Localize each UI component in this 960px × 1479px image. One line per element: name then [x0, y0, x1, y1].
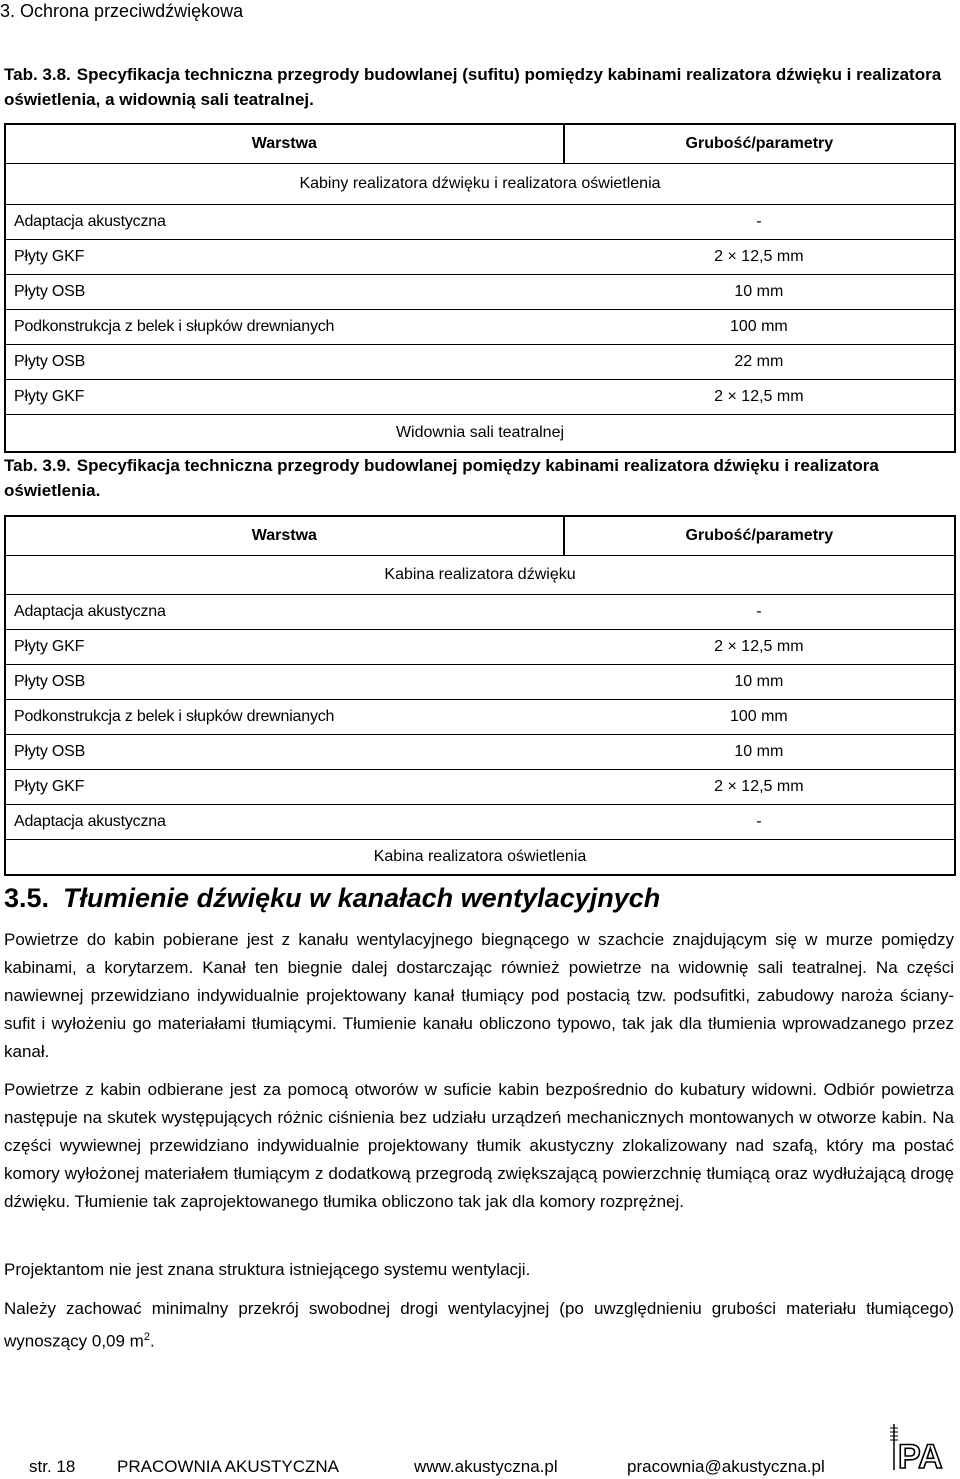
section-title: Tłumienie dźwięku w kanałach wentylacyjnych [63, 883, 661, 913]
table2-caption-label: Tab. 3.9. [4, 456, 71, 475]
table-row [5, 345, 955, 380]
table2-row-layer: Adaptacja akustyczna [5, 805, 564, 840]
table2-caption [4, 453, 944, 503]
table2-top-label: Kabina realizatora dźwięku [5, 556, 955, 595]
table1-col-layer: Warstwa [5, 124, 564, 164]
table1-col-params: Grubość/parametry [564, 124, 955, 164]
paragraph-4-text [4, 1295, 954, 1356]
footer-page: str. 18 [29, 1457, 76, 1476]
table2-row-value: 2 × 12,5 mm [564, 770, 955, 805]
table-row [5, 380, 955, 415]
paragraph-2 [4, 1076, 954, 1216]
table1-top-label: Kabiny realizatora dźwięku i realizatora oświetlenia [5, 164, 955, 205]
section-heading [4, 878, 660, 918]
paragraph-4-tail: . [149, 1331, 155, 1351]
table2-row-layer: Adaptacja akustyczna [5, 595, 564, 630]
table1-caption-text: Specyfikacja techniczna przegrody budowlanej (sufitu) pomiędzy kabinami realizatora dźwięku i realizatora oświetlenia, a widownią sali teatralnej. [4, 65, 942, 109]
table1-row-layer: Płyty OSB [5, 345, 564, 380]
table2-row-value: 100 mm [564, 700, 955, 735]
table-row [5, 805, 955, 840]
table-row [5, 665, 955, 700]
table-row [5, 770, 955, 805]
table2-row-layer: Płyty OSB [5, 735, 564, 770]
table-row [5, 275, 955, 310]
table2-row-value: - [564, 805, 955, 840]
chapter-header: 3. Ochrona przeciwdźwiękowa [0, 1, 244, 21]
paragraph-2-text: Powietrze z kabin odbierane jest za pomocą otworów w suficie kabin bezpośrednio do kubatury widowni. Odbiór powietrza następuje na skutek występujących różnic ciśnienia bez udziału urządzeń mechanicznych montowanych w otworze kabin. Na części wywiewnej przewidziano indywidualnie projektowany tłumik akustyczny zlokalizowany nad szafą, który ma postać komory wyłożonej materiałem tłumiącym z dodatkową przegrodą zwiększającą powierzchnię tłumiącą oraz wydłużającą drogę dźwięku. Tłumienie tak zaprojektowanego tłumika obliczono tak jak dla komory rozprężnej. [4, 1080, 954, 1211]
table1-row-value: 100 mm [564, 310, 955, 345]
table1-row-layer: Płyty OSB [5, 275, 564, 310]
table-row [5, 205, 955, 240]
table1-row-layer: Adaptacja akustyczna [5, 205, 564, 240]
table2-col-params: Grubość/parametry [564, 516, 955, 556]
table1-row-value: 22 mm [564, 345, 955, 380]
paragraph-3 [4, 1256, 954, 1284]
table1-row-layer: Płyty GKF [5, 380, 564, 415]
paragraph-4 [4, 1295, 954, 1356]
pa-logo-icon [884, 1422, 948, 1472]
table1-caption-label: Tab. 3.8. [4, 65, 71, 84]
table1-row-value: 2 × 12,5 mm [564, 240, 955, 275]
table-row [5, 240, 955, 275]
table1 [4, 123, 956, 453]
paragraph-1 [4, 926, 954, 1066]
table2-row-layer: Płyty GKF [5, 630, 564, 665]
table1-row-value: 10 mm [564, 275, 955, 310]
paragraph-3-text: Projektantom nie jest znana struktura istniejącego systemu wentylacji. [4, 1260, 531, 1279]
superscript-2: 2 [143, 1331, 150, 1343]
table1-row-layer: Podkonstrukcja z belek i słupków drewnianych [5, 310, 564, 345]
table2-row-value: 10 mm [564, 665, 955, 700]
table2-row-value: - [564, 595, 955, 630]
table-row [5, 630, 955, 665]
table2-row-layer: Płyty OSB [5, 665, 564, 700]
table1-caption [4, 62, 944, 112]
paragraph-4-body: Należy zachować minimalny przekrój swobodnej drogi wentylacyjnej (po uwzględnieniu grubości materiału tłumiącego) wynoszący 0,09 m [4, 1299, 954, 1351]
table2-bottom-label: Kabina realizatora oświetlenia [5, 840, 955, 876]
table2-row-layer: Płyty GKF [5, 770, 564, 805]
paragraph-1-text: Powietrze do kabin pobierane jest z kanału wentylacyjnego biegnącego w szachcie znajdującym się w murze pomiędzy kabinami, a korytarzem. Kanał ten biegnie dalej dostarczając również powietrze na widownię sali teatralnej. Na części nawiewnej przewidziano indywidualnie projektowany kanał tłumiący pod postacią tzw. podsufitki, zabudowy naroża ściany-sufit i wyłożeniu go materiałami tłumiącymi. Tłumienie kanału obliczono typowo, tak jak dla tłumienia wprowadzanego przez kanał. [4, 930, 954, 1061]
table2-row-value: 10 mm [564, 735, 955, 770]
section-number: 3.5. [4, 883, 50, 913]
footer-email[interactable]: pracownia@akustyczna.pl [627, 1457, 825, 1476]
footer-company: PRACOWNIA AKUSTYCZNA [117, 1457, 339, 1476]
pa-logo-text: PA [898, 1438, 943, 1472]
table2-row-value: 2 × 12,5 mm [564, 630, 955, 665]
table-row [5, 735, 955, 770]
table-row [5, 700, 955, 735]
footer-website[interactable]: www.akustyczna.pl [414, 1457, 558, 1476]
table1-bottom-label: Widownia sali teatralnej [5, 415, 955, 453]
table2 [4, 515, 956, 876]
table1-row-value: - [564, 205, 955, 240]
table2-row-layer: Podkonstrukcja z belek i słupków drewnianych [5, 700, 564, 735]
table-row [5, 310, 955, 345]
table-row [5, 595, 955, 630]
table1-row-value: 2 × 12,5 mm [564, 380, 955, 415]
table2-caption-text: Specyfikacja techniczna przegrody budowlanej pomiędzy kabinami realizatora dźwięku i realizatora oświetlenia. [4, 456, 879, 500]
table1-row-layer: Płyty GKF [5, 240, 564, 275]
table2-col-layer: Warstwa [5, 516, 564, 556]
